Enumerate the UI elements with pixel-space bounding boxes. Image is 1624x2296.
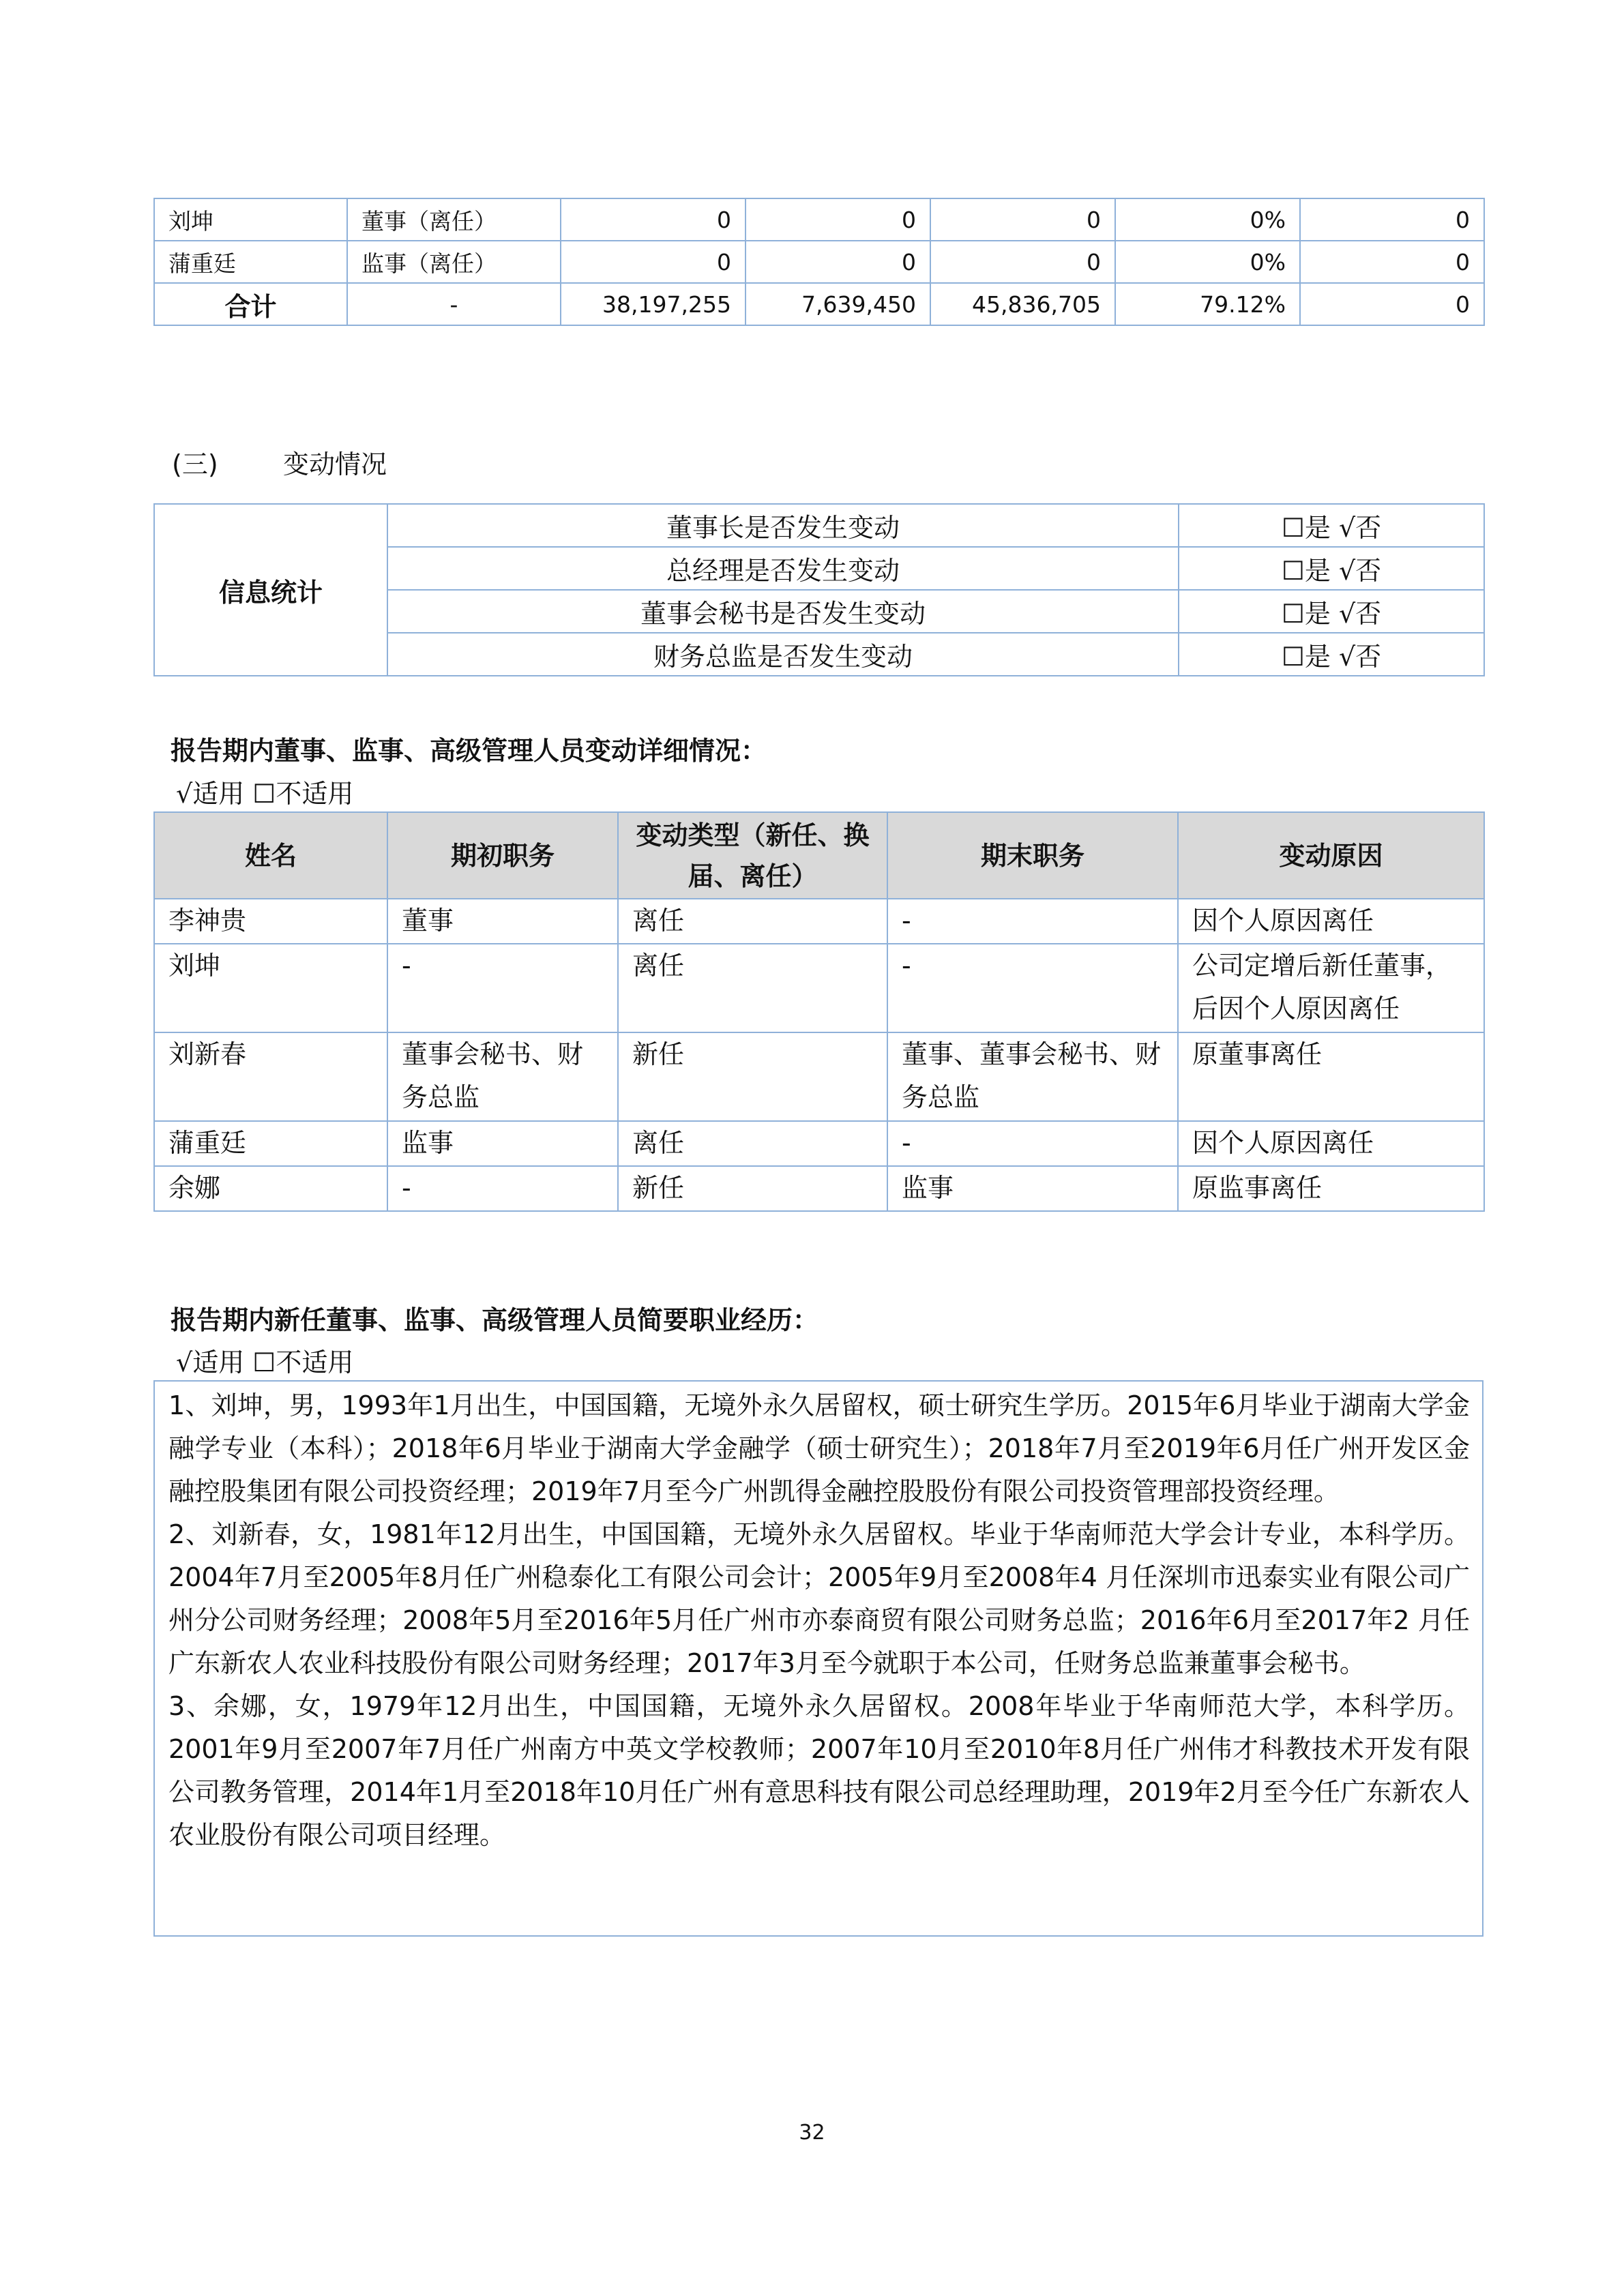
- initial-position-cell: 监事: [387, 1121, 618, 1166]
- name-cell: 蒲重廷: [154, 1121, 387, 1166]
- change-details-table: [153, 811, 1485, 1212]
- value-cell: 0: [930, 198, 1115, 241]
- change-type-cell: 新任: [618, 1032, 887, 1121]
- value-cell: 0: [1300, 198, 1484, 241]
- column-header-initial-position: 期初职务: [387, 812, 618, 899]
- name-cell: 李神贵: [154, 899, 387, 944]
- final-position-cell: 董事、董事会秘书、财务总监: [887, 1032, 1178, 1121]
- reason-cell: 因个人原因离任: [1178, 1121, 1484, 1166]
- section-title: 变动情况: [283, 449, 387, 479]
- table-row: [154, 1121, 1484, 1166]
- details-applicable: √适用 ☐不适用: [176, 779, 354, 809]
- column-header-final-position: 期末职务: [887, 812, 1178, 899]
- answer-cell: ☐是 √否: [1179, 590, 1484, 633]
- career-paragraph: 3、余娜，女，1979年12月出生，中国国籍，无境外永久居留权。2008年毕业于华南师范大学，本科学历。2001年9月至2007年7月任广州南方中英文学校教师；2007年10月至2010年8月任广州伟才科教技术开发有限公司教务管理，2014年1月至2018年10月任广州有意思科技有限公司总经理助理，2019年2月至今任广东新农人农业股份有限公司项目经理。: [168, 1691, 1470, 1850]
- value-cell: 0: [930, 241, 1115, 283]
- table-row: [154, 899, 1484, 944]
- answer-cell: ☐是 √否: [1179, 547, 1484, 590]
- career-box: [153, 1380, 1483, 1937]
- value-cell: 0: [1300, 241, 1484, 283]
- change-statistics-table: [153, 503, 1485, 676]
- name-cell: 刘新春: [154, 1032, 387, 1121]
- table-row: [154, 198, 1484, 241]
- table-row: [154, 1032, 1484, 1121]
- name-cell: 刘坤: [154, 944, 387, 1032]
- details-heading: 报告期内董事、监事、高级管理人员变动详细情况：: [171, 736, 767, 766]
- question-cell: 财务总监是否发生变动: [387, 633, 1179, 676]
- question-cell: 董事长是否发生变动: [387, 504, 1179, 547]
- career-paragraph: 2、刘新春，女，1981年12月出生，中国国籍，无境外永久居留权。毕业于华南师范大学会计专业，本科学历。2004年7月至2005年8月任广州稳泰化工有限公司会计；2005年9月至2008年4 月任深圳市迅泰实业有限公司广州分公司财务经理；2008年5月至2016年5月任广州市亦泰商贸有限公司财务总监；2016年6月至2017年2 月任广东新农人农业科技股份有限公司财务经理；2017年3月至今就职于本公司，任财务总监兼董事会秘书。: [168, 1519, 1470, 1678]
- header-row: [154, 812, 1484, 899]
- initial-position-cell: 董事: [387, 899, 618, 944]
- table-row: [154, 241, 1484, 283]
- final-position-cell: -: [887, 944, 1178, 1032]
- percent-cell: 0%: [1115, 241, 1300, 283]
- table-row: [154, 944, 1484, 1032]
- question-cell: 总经理是否发生变动: [387, 547, 1179, 590]
- initial-position-cell: 董事会秘书、财务总监: [387, 1032, 618, 1121]
- value-cell: 0: [1300, 283, 1484, 325]
- initial-position-cell: -: [387, 1166, 618, 1211]
- value-cell: 0: [745, 241, 930, 283]
- question-cell: 董事会秘书是否发生变动: [387, 590, 1179, 633]
- page-number: 32: [799, 2121, 825, 2145]
- column-header-name: 姓名: [154, 812, 387, 899]
- total-label: 合计: [154, 283, 347, 325]
- shareholding-table: [153, 198, 1485, 326]
- career-paragraph: 1、刘坤，男，1993年1月出生，中国国籍，无境外永久居留权，硕士研究生学历。2015年6月毕业于湖南大学金融学专业（本科）；2018年6月毕业于湖南大学金融学（硕士研究生）；2018年7月至2019年6月任广州开发区金融控股集团有限公司投资经理；2019年7月至今广州凯得金融控股股份有限公司投资管理部投资经理。: [168, 1390, 1470, 1506]
- reason-cell: 因个人原因离任: [1178, 899, 1484, 944]
- reason-cell: 原董事离任: [1178, 1032, 1484, 1121]
- change-type-cell: 离任: [618, 944, 887, 1032]
- career-heading: 报告期内新任董事、监事、高级管理人员简要职业经历：: [171, 1305, 819, 1335]
- name-cell: 蒲重廷: [154, 241, 347, 283]
- section-number: (三): [172, 449, 218, 479]
- percent-cell: 79.12%: [1115, 283, 1300, 325]
- role-cell: -: [347, 283, 561, 325]
- column-header-change-type: 变动类型（新任、换届、离任）: [618, 812, 887, 899]
- value-cell: 0: [745, 198, 930, 241]
- reason-cell: 公司定增后新任董事，后因个人原因离任: [1178, 944, 1484, 1032]
- initial-position-cell: -: [387, 944, 618, 1032]
- value-cell: 45,836,705: [930, 283, 1115, 325]
- career-applicable: √适用 ☐不适用: [176, 1347, 354, 1377]
- value-cell: 7,639,450: [745, 283, 930, 325]
- value-cell: 38,197,255: [561, 283, 745, 325]
- answer-cell: ☐是 √否: [1179, 504, 1484, 547]
- final-position-cell: 监事: [887, 1166, 1178, 1211]
- change-type-cell: 离任: [618, 1121, 887, 1166]
- final-position-cell: -: [887, 1121, 1178, 1166]
- role-cell: 监事（离任）: [347, 241, 561, 283]
- name-cell: 余娜: [154, 1166, 387, 1211]
- reason-cell: 原监事离任: [1178, 1166, 1484, 1211]
- final-position-cell: -: [887, 899, 1178, 944]
- answer-cell: ☐是 √否: [1179, 633, 1484, 676]
- change-type-cell: 新任: [618, 1166, 887, 1211]
- name-cell: 刘坤: [154, 198, 347, 241]
- info-label: 信息统计: [154, 504, 387, 676]
- value-cell: 0: [561, 198, 745, 241]
- change-type-cell: 离任: [618, 899, 887, 944]
- table-row: [154, 504, 1484, 547]
- table-row: [154, 1166, 1484, 1211]
- role-cell: 董事（离任）: [347, 198, 561, 241]
- value-cell: 0: [561, 241, 745, 283]
- percent-cell: 0%: [1115, 198, 1300, 241]
- total-row: [154, 283, 1484, 325]
- column-header-reason: 变动原因: [1178, 812, 1484, 899]
